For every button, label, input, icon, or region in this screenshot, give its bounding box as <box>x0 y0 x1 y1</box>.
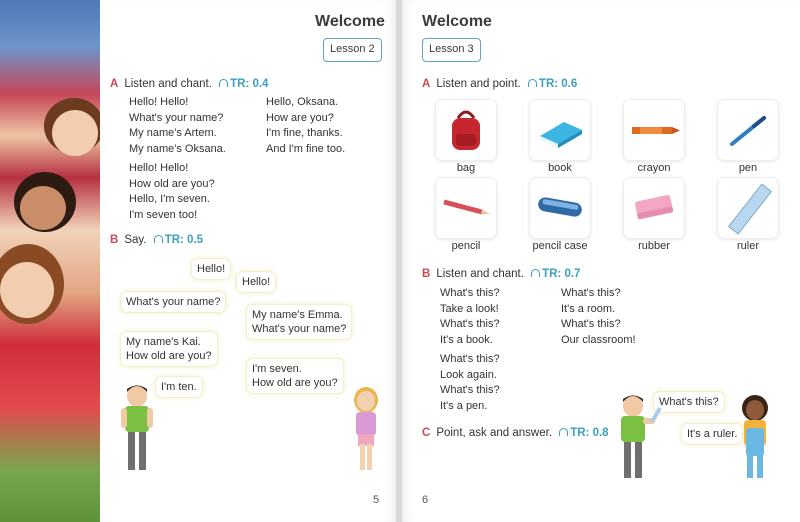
section-instruction: Say. <box>124 234 147 246</box>
chant-line: It's a book. <box>440 333 493 346</box>
chant-line: Hello, I'm seven. <box>129 193 210 205</box>
section-c-heading <box>422 427 609 439</box>
card-bag[interactable] <box>436 100 496 160</box>
child-face-3 <box>0 262 54 318</box>
chant-line: Hello, Oksana. <box>266 96 339 108</box>
chant-line: I'm fine, thanks. <box>266 127 343 139</box>
chant-column-1 <box>129 95 226 223</box>
audio-track[interactable]: TR: 0.7 <box>531 268 580 280</box>
page-number: 5 <box>373 494 380 506</box>
bubble-line: What's your name? <box>252 323 347 335</box>
girl-illustration <box>738 394 772 484</box>
card-book[interactable] <box>530 100 590 160</box>
headphones-icon <box>528 79 537 87</box>
audio-track[interactable]: TR: 0.4 <box>219 78 268 90</box>
section-b-heading <box>422 268 580 280</box>
chant-line: What's this? <box>561 287 621 299</box>
headphones-icon <box>531 269 540 277</box>
speech-bubble: I'm ten. <box>156 377 202 397</box>
audio-track[interactable]: TR: 0.5 <box>154 234 203 246</box>
boy-with-ruler-illustration <box>616 392 662 482</box>
chant-line: My name's Artem. <box>129 127 217 139</box>
card-pencil[interactable] <box>436 178 496 238</box>
cover-photo <box>0 0 100 522</box>
speech-bubble <box>247 305 351 339</box>
card-label: pencil case <box>532 240 588 252</box>
chant-line: What's this? <box>440 384 500 396</box>
left-page <box>100 0 396 522</box>
bubble-line: How old are you? <box>126 350 212 362</box>
speech-bubble <box>121 332 217 366</box>
chant-column-2 <box>561 286 636 348</box>
speech-bubble: It's a ruler. <box>682 424 742 444</box>
chant-column-2 <box>266 95 345 157</box>
card-label: pen <box>738 162 758 174</box>
bubble-line: I'm seven. <box>252 363 302 375</box>
chant-line: I'm seven too! <box>129 208 198 221</box>
chant-line: And I'm fine too. <box>266 142 346 155</box>
page-title: Welcome <box>422 13 492 30</box>
card-crayon[interactable] <box>624 100 684 160</box>
card-label: book <box>548 162 572 174</box>
headphones-icon <box>559 428 568 436</box>
audio-track[interactable]: TR: 0.8 <box>559 427 608 439</box>
card-label: ruler <box>736 240 759 252</box>
bubble-line: How old are you? <box>252 377 338 389</box>
card-label: crayon <box>637 162 671 174</box>
section-letter: B <box>110 234 119 246</box>
chant-line: My name's Oksana. <box>129 142 226 155</box>
chant-line: What's this? <box>440 353 500 365</box>
section-a-heading <box>110 78 268 90</box>
page-number: 6 <box>422 494 429 506</box>
section-b-heading <box>110 234 203 246</box>
right-page <box>402 0 800 522</box>
section-instruction: Listen and point. <box>436 78 521 90</box>
card-rubber[interactable] <box>624 178 684 238</box>
card-label: rubber <box>638 240 670 252</box>
girl-illustration <box>350 386 382 476</box>
lesson-badge: Lesson 3 <box>422 38 481 62</box>
chant-line: Take a look! <box>440 302 499 315</box>
chant-line: What's your name? <box>129 111 224 124</box>
chant-line: How are you? <box>266 111 334 124</box>
child-face-1 <box>52 110 98 156</box>
lesson-badge: Lesson 2 <box>323 38 382 62</box>
section-letter: C <box>422 427 431 439</box>
card-ruler[interactable] <box>718 178 778 238</box>
chant-line: What's this? <box>440 287 500 299</box>
bag-icon <box>436 100 496 160</box>
book-icon <box>530 100 590 160</box>
speech-bubble <box>247 359 343 393</box>
section-a-heading <box>422 78 577 90</box>
pencil-icon <box>436 178 496 238</box>
speech-bubble: What's this? <box>654 392 724 412</box>
crayon-icon <box>624 100 684 160</box>
section-letter: B <box>422 268 431 280</box>
speech-bubble: What's your name? <box>121 292 225 312</box>
card-pencil-case[interactable] <box>530 178 590 238</box>
bubble-line: My name's Kai. <box>126 336 201 348</box>
audio-track[interactable]: TR: 0.6 <box>528 78 577 90</box>
bubble-line: My name's Emma. <box>252 309 343 321</box>
headphones-icon <box>219 79 228 87</box>
chant-line: Our classroom! <box>561 333 636 346</box>
section-instruction: Listen and chant. <box>124 78 212 90</box>
chant-line: It's a pen. <box>440 399 488 412</box>
chant-line: It's a room. <box>561 302 616 315</box>
boy-illustration <box>120 382 154 474</box>
section-letter: A <box>422 78 431 90</box>
pencil-case-icon <box>530 178 590 238</box>
card-pen[interactable] <box>718 100 778 160</box>
speech-bubble: Hello! <box>192 259 230 279</box>
section-instruction: Listen and chant. <box>436 268 524 280</box>
ruler-icon <box>718 178 778 238</box>
child-face-2 <box>20 186 66 230</box>
headphones-icon <box>154 235 163 243</box>
chant-line: How old are you? <box>129 177 215 190</box>
section-letter: A <box>110 78 119 90</box>
chant-line: What's this? <box>440 318 500 330</box>
rubber-icon <box>624 178 684 238</box>
card-label: bag <box>456 162 476 174</box>
chant-line: Look again. <box>440 368 497 381</box>
section-instruction: Point, ask and answer. <box>436 427 553 439</box>
card-label: pencil <box>451 240 481 252</box>
chant-line: Hello! Hello! <box>129 96 189 108</box>
speech-bubble: Hello! <box>237 272 275 292</box>
page-title: Welcome <box>315 13 385 30</box>
pen-icon <box>718 100 778 160</box>
chant-line: Hello! Hello! <box>129 162 189 174</box>
chant-column-1 <box>440 286 500 414</box>
chant-line: What's this? <box>561 318 621 330</box>
